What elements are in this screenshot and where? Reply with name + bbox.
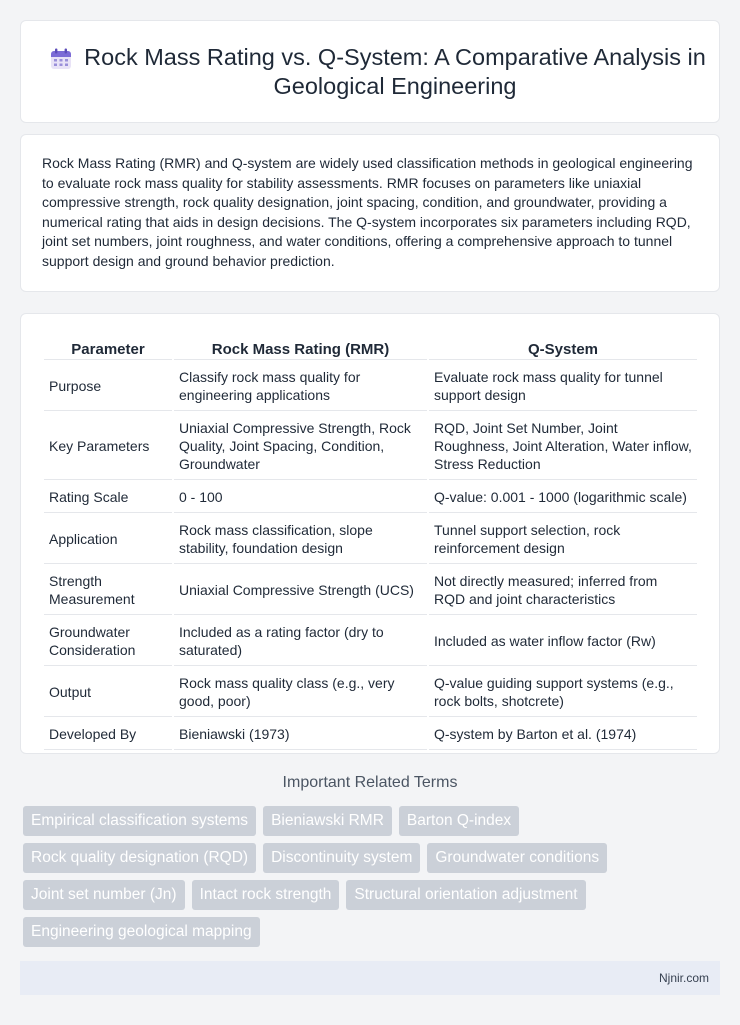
q-system-cell: Included as water inflow factor (Rw) [429, 617, 697, 666]
rmr-cell: Uniaxial Compressive Strength, Rock Quality, Joint Spacing, Condition, Groundwater [174, 413, 427, 480]
comparison-table-card [20, 313, 720, 754]
footer-site-name[interactable]: Njnir.com [658, 971, 709, 985]
row-label: Application [44, 515, 172, 564]
tag-empirical-classification-systems[interactable]: Empirical classification systems [23, 806, 256, 836]
rmr-cell: Rock mass classification, slope stability, foundation design [174, 515, 427, 564]
table-row [44, 515, 697, 564]
table-header-row [44, 336, 697, 360]
header-card [20, 20, 720, 123]
row-label: Purpose [44, 362, 172, 411]
q-system-cell: Q-value: 0.001 - 1000 (logarithmic scale) [429, 482, 697, 513]
q-system-cell: Q-system by Barton et al. (1974) [429, 719, 697, 750]
tag-groundwater-conditions[interactable]: Groundwater conditions [427, 843, 607, 873]
intro-text: Rock Mass Rating (RMR) and Q-system are widely used classification methods in geological engineering to evaluate rock mass quality for stability assessments. RMR focuses on parameters like uniaxial compressive strength, rock quality designation, joint spacing, condition, and groundwater, providing a numerical rating that aids in design decisions. The Q-system incorporates six parameters including RQD, joint set numbers, joint roughness, and water conditions, offering a comprehensive approach to tunnel support design and ground behavior prediction. [42, 155, 693, 269]
rmr-cell: 0 - 100 [174, 482, 427, 513]
q-system-cell: Tunnel support selection, rock reinforcement design [429, 515, 697, 564]
rmr-cell: Rock mass quality class (e.g., very good, poor) [174, 668, 427, 717]
rmr-cell: Included as a rating factor (dry to saturated) [174, 617, 427, 666]
column-header-q-system: Q-System [429, 336, 697, 360]
comparison-table [42, 334, 699, 752]
table-row [44, 362, 697, 411]
tag-structural-orientation-adjustment[interactable]: Structural orientation adjustment [346, 880, 585, 910]
table-row [44, 413, 697, 480]
row-label: Developed By [44, 719, 172, 750]
table-row [44, 668, 697, 717]
row-label: Key Parameters [44, 413, 172, 480]
tag-rock-quality-designation[interactable]: Rock quality designation (RQD) [23, 843, 256, 873]
table-row [44, 482, 697, 513]
q-system-cell: RQD, Joint Set Number, Joint Roughness, Joint Alteration, Water inflow, Stress Reduction [429, 413, 697, 480]
column-header-rmr: Rock Mass Rating (RMR) [174, 336, 427, 360]
row-label: Rating Scale [44, 482, 172, 513]
rmr-cell: Classify rock mass quality for engineering applications [174, 362, 427, 411]
tag-joint-set-number[interactable]: Joint set number (Jn) [23, 880, 185, 910]
column-header-parameter: Parameter [44, 336, 172, 360]
tag-intact-rock-strength[interactable]: Intact rock strength [192, 880, 340, 910]
table-row [44, 566, 697, 615]
q-system-cell: Evaluate rock mass quality for tunnel support design [429, 362, 697, 411]
row-label: Output [44, 668, 172, 717]
rmr-cell: Bieniawski (1973) [174, 719, 427, 750]
q-system-cell: Q-value guiding support systems (e.g., rock bolts, shotcrete) [429, 668, 697, 717]
row-label: Groundwater Consideration [44, 617, 172, 666]
q-system-cell: Not directly measured; inferred from RQD and joint characteristics [429, 566, 697, 615]
footer [20, 961, 720, 995]
page-title: Rock Mass Rating vs. Q-System: A Comparative Analysis in Geological Engineering [84, 43, 706, 99]
related-terms-tags [23, 806, 663, 954]
related-terms-title: Important Related Terms [282, 774, 458, 791]
tag-barton-q-index[interactable]: Barton Q-index [399, 806, 519, 836]
row-label: Strength Measurement [44, 566, 172, 615]
intro-card [20, 134, 720, 292]
rmr-cell: Uniaxial Compressive Strength (UCS) [174, 566, 427, 615]
tag-bieniawski-rmr[interactable]: Bieniawski RMR [263, 806, 392, 836]
table-row [44, 617, 697, 666]
table-row [44, 719, 697, 750]
tag-discontinuity-system[interactable]: Discontinuity system [263, 843, 420, 873]
tag-engineering-geological-mapping[interactable]: Engineering geological mapping [23, 917, 260, 947]
